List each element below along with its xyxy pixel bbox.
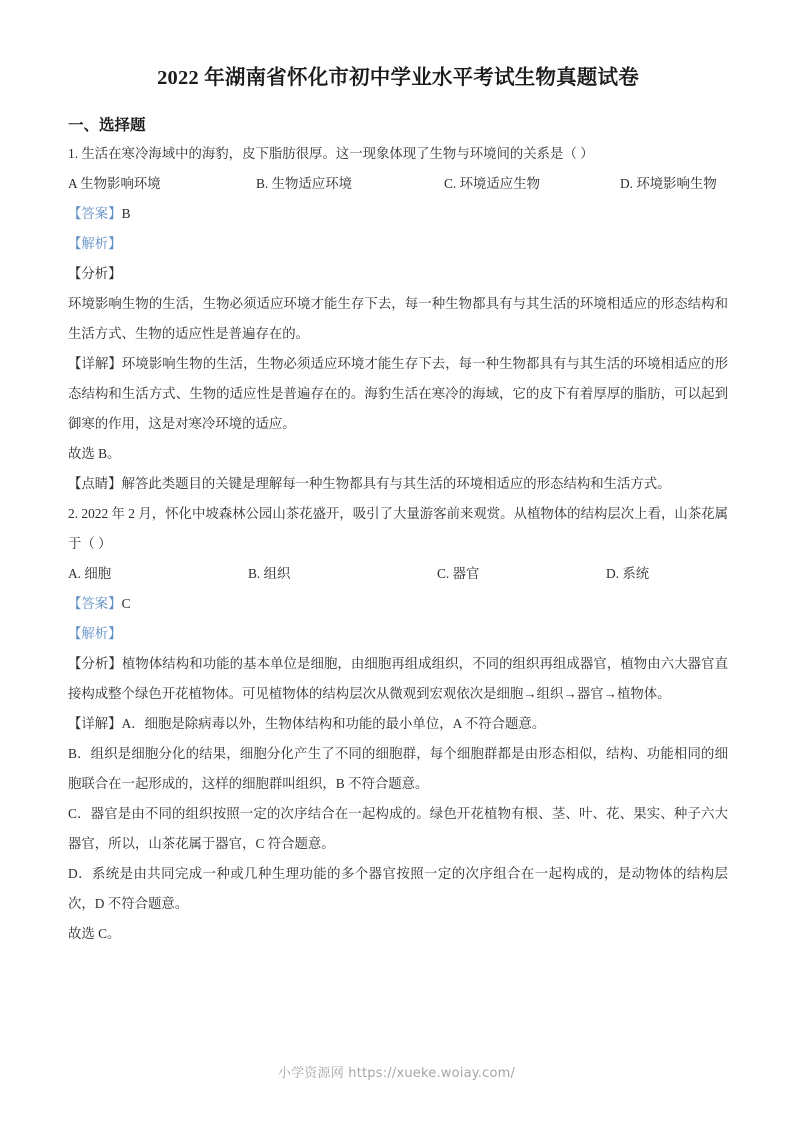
answer-value: B — [121, 205, 131, 221]
xiangjie-item-b: B．组织是细胞分化的结果，细胞分化产生了不同的细胞群，每个细胞群都是由形态相似，结构、功能相同的细胞联合在一起形成的，这样的细胞群叫组织，B 不符合题意。 — [68, 745, 728, 791]
answer-tag: 【答案】 — [68, 595, 122, 611]
fenxi-body: 植物体结构和功能的基本单位是细胞，由细胞再组成组织，不同的组织再组成器官，植物由六大器官直接构成整个绿色开花植物体。可见植物体的结构层次从微观到宏观依次是细胞→组织→器官→植物体。 — [68, 655, 729, 701]
watermark — [0, 1062, 793, 1081]
answer-line — [68, 589, 728, 619]
analysis-line — [68, 619, 728, 649]
question-stem: 1. 生活在寒冷海域中的海豹，皮下脂肪很厚。这一现象体现了生物与环境间的关系是（ ） — [68, 145, 594, 161]
fenxi-tag: 【分析】 — [68, 265, 122, 281]
option-c[interactable]: C. 环境适应生物 — [444, 175, 540, 191]
xiangjie-paragraph — [68, 709, 728, 739]
fenxi-body: 环境影响生物的生活，生物必须适应环境才能生存下去，每一种生物都具有与其生活的环境相适应的形态结构和生活方式、生物的适应性是普遍存在的。 — [68, 295, 728, 341]
dianjing-body: 解答此类题目的关键是理解每一种生物都具有与其生活的环境相适应的形态结构和生活方式。 — [121, 475, 671, 491]
option-c[interactable]: C. 器官 — [437, 565, 480, 581]
option-a[interactable]: A 生物影响环境 — [68, 175, 161, 191]
option-d[interactable]: D. 环境影响生物 — [620, 175, 717, 191]
question-block-2 — [68, 499, 728, 949]
question-stem: 2. 2022 年 2 月，怀化中坡森林公园山茶花盛开，吸引了大量游客前来观赏。从植物体的结构层次上看，山茶花属于（ ） — [68, 505, 728, 551]
document-content — [68, 0, 728, 949]
analysis-tag: 【解析】 — [68, 235, 122, 251]
option-a[interactable]: A. 细胞 — [68, 565, 112, 581]
xiangjie-item-a: A．细胞是除病毒以外，生物体结构和功能的最小单位，A 不符合题意。 — [121, 715, 546, 731]
xiangjie-item-d: D．系统是由共同完成一种或几种生理功能的多个器官按照一定的次序组合在一起构成的，是动物体的结构层次，D 不符合题意。 — [68, 865, 728, 911]
option-d[interactable]: D. 系统 — [606, 565, 650, 581]
conclusion-line: 故选 C。 — [68, 925, 121, 941]
fenxi-tag: 【分析】 — [68, 655, 122, 671]
xiangjie-tag: 【详解】 — [68, 355, 122, 371]
conclusion-line: 故选 B。 — [68, 445, 121, 461]
answer-tag: 【答案】 — [68, 205, 122, 221]
option-b[interactable]: B. 生物适应环境 — [256, 175, 352, 191]
question-options — [68, 169, 728, 199]
page-title: 2022 年湖南省怀化市初中学业水平考试生物真题试卷 — [157, 67, 639, 89]
dianjing-paragraph — [68, 469, 728, 499]
xiangjie-tag: 【详解】 — [68, 715, 122, 731]
watermark-site-name: 小学资源网 — [277, 1066, 344, 1081]
xiangjie-body: 环境影响生物的生活，生物必须适应环境才能生存下去，每一种生物都具有与其生活的环境相适应的形态结构和生活方式、生物的适应性是普遍存在的。海豹生活在寒冷的海域，它的皮下有着厚厚的脂肪，可以起到御寒的作用，这是对寒冷环境的适应。 — [68, 355, 729, 431]
dianjing-tag: 【点睛】 — [68, 475, 122, 491]
answer-value: C — [121, 595, 131, 611]
fenxi-paragraph — [68, 649, 728, 709]
section-heading-choice: 一、选择题 — [68, 116, 146, 134]
analysis-line — [68, 229, 728, 259]
answer-line — [68, 199, 728, 229]
question-block-1 — [68, 139, 728, 499]
watermark-url: https://xueke.woiay.com/ — [348, 1066, 516, 1081]
analysis-tag: 【解析】 — [68, 625, 122, 641]
fenxi-line — [68, 259, 728, 289]
question-options — [68, 559, 728, 589]
option-b[interactable]: B. 组织 — [248, 565, 291, 581]
xiangjie-item-c: C．器官是由不同的组织按照一定的次序结合在一起构成的。绿色开花植物有根、茎、叶、花、果实、种子六大器官，所以，山茶花属于器官，C 符合题意。 — [68, 805, 728, 851]
xiangjie-paragraph — [68, 349, 728, 439]
